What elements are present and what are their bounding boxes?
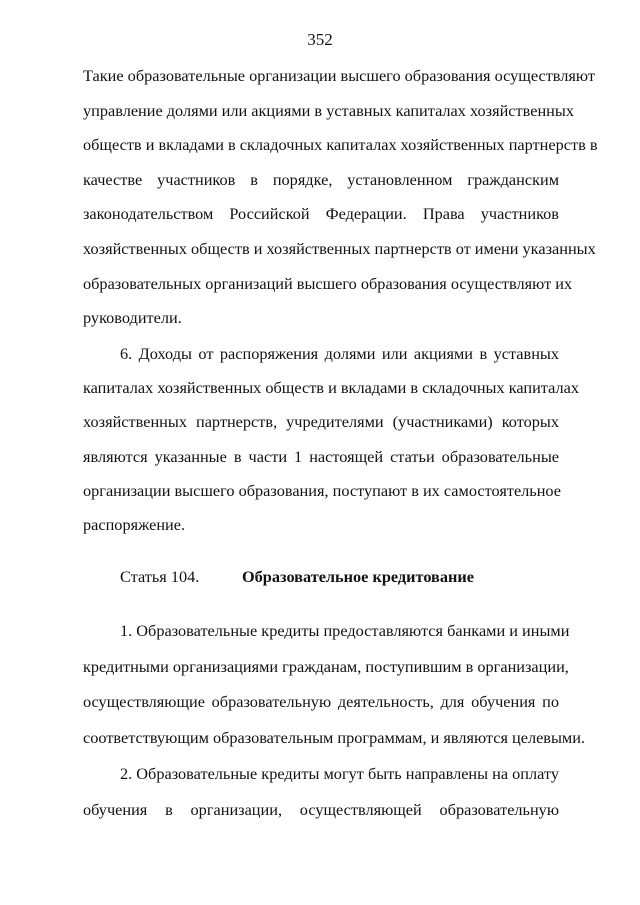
text-line: 2. Образовательные кредиты могут быть направлены на оплату xyxy=(120,764,559,783)
text-line: образовательных организаций высшего образования осуществляют их xyxy=(83,273,573,293)
text-line: являются указанные в части 1 настоящей статьи образовательные xyxy=(83,446,559,466)
text-line: хозяйственных обществ и хозяйственных партнерств от имени указанных xyxy=(83,238,596,258)
text-line: капиталах хозяйственных обществ и вкладами в складочных капиталах xyxy=(83,378,579,398)
page-number: 352 xyxy=(307,30,333,49)
article-paragraph-2 xyxy=(83,763,559,834)
text-line: соответствующим образовательным программам, и являются целевыми. xyxy=(83,727,586,747)
paragraph-6 xyxy=(83,343,579,548)
text-line: осуществляющие образовательную деятельность, для обучения по xyxy=(83,692,559,711)
text-line: управление долями или акциями в уставных капиталах хозяйственных xyxy=(83,100,574,120)
text-line: хозяйственных партнерств, учредителями (участниками) которых xyxy=(83,412,559,432)
text-line: качестве участников в порядке, установленном гражданским xyxy=(83,169,559,189)
text-line: Такие образовательные организации высшего образования осуществляют xyxy=(83,66,595,85)
article-label: Статья 104. xyxy=(120,567,200,586)
text-line: 1. Образовательные кредиты предоставляются банками и иными xyxy=(120,621,570,640)
text-line: распоряжение. xyxy=(83,514,186,534)
text-line: обучения в организации, осуществляющей образовательную xyxy=(83,799,559,819)
paragraph-continuation xyxy=(83,65,598,342)
text-line: организации высшего образования, поступают в их самостоятельное xyxy=(83,480,561,500)
article-title: Образовательное кредитование xyxy=(242,567,474,586)
text-line: законодательством Российской Федерации. Права участников xyxy=(83,204,559,224)
text-line: руководители. xyxy=(83,308,182,328)
text-line: 6. Доходы от распоряжения долями или акциями в уставных xyxy=(120,344,559,363)
text-line: кредитными организациями гражданам, поступившим в организации, xyxy=(83,656,569,676)
article-paragraph-1 xyxy=(83,620,586,762)
article-heading xyxy=(120,566,474,588)
text-line: обществ и вкладами в складочных капиталах хозяйственных партнерств в xyxy=(83,135,598,155)
